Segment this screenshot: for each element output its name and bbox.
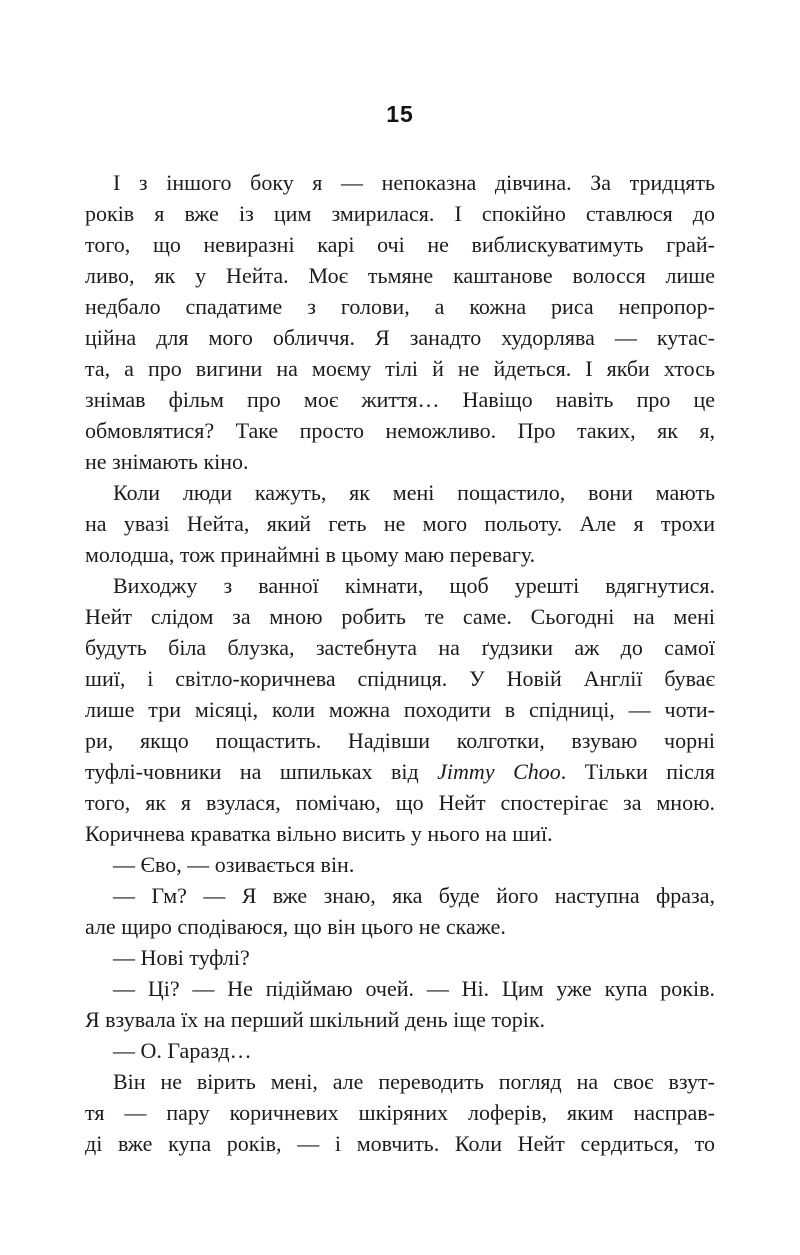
text-segment: туфлі-човники на шпильках від — [85, 759, 438, 784]
text-line — [85, 973, 715, 1004]
text-segment: — О. Гаразд… — [113, 1038, 252, 1063]
text-segment: Нейт слідом за мною робить те саме. Сьогодні на мені — [85, 604, 715, 629]
text-line — [85, 291, 715, 322]
text-segment: того, що невиразні карі очі не виблискуватимуть грай- — [85, 232, 715, 257]
text-segment: — Ці? — Не підіймаю очей. — Ні. Цим уже купа років. — [113, 976, 715, 1001]
text-line — [85, 787, 715, 818]
text-segment: молодша, тож принаймні в цьому маю перевагу. — [85, 542, 536, 567]
text-line — [85, 818, 715, 849]
text-line — [85, 911, 715, 942]
text-segment: не знімають кіно. — [85, 449, 249, 474]
brand-name-italic: Jimmy Choo — [437, 759, 561, 784]
text-line — [85, 508, 715, 539]
text-segment: знімав фільм про моє життя… Навіщо навіть про це — [85, 387, 715, 412]
text-segment: — Єво, — озивається він. — [113, 852, 355, 877]
text-line — [85, 694, 715, 725]
page-number: 15 — [386, 101, 414, 127]
text-segment: Я взувала їх на перший шкільний день іще торік. — [85, 1007, 546, 1032]
text-segment: але щиро сподіваюся, що він цього не скаже. — [85, 914, 506, 939]
text-line — [85, 446, 715, 477]
text-line — [85, 322, 715, 353]
text-line — [85, 477, 715, 508]
text-line — [85, 1128, 715, 1159]
text-line — [85, 942, 715, 973]
text-line — [85, 570, 715, 601]
text-segment: та, а про вигини на моєму тілі й не йдеться. І якби хтось — [85, 356, 715, 381]
text-segment: ри, якщо пощастить. Надівши колготки, взуваю чорні — [85, 728, 715, 753]
text-segment: на увазі Нейта, який геть не мого польоту. Але я трохи — [85, 511, 715, 536]
text-segment: того, як я взулася, помічаю, що Нейт спостерігає за мною. — [85, 790, 715, 815]
text-segment: обмовлятися? Таке просто неможливо. Про таких, як я, — [85, 418, 715, 443]
text-line — [85, 756, 715, 787]
text-line — [85, 167, 715, 198]
text-line — [85, 260, 715, 291]
text-line — [85, 880, 715, 911]
text-line — [85, 229, 715, 260]
text-line — [85, 539, 715, 570]
text-segment: Коричнева краватка вільно висить у нього на шиї. — [85, 821, 553, 846]
text-segment: лише три місяці, коли можна походити в спідниці, — чоти- — [85, 697, 715, 722]
text-segment: ційна для мого обличчя. Я занадто худорлява — кутас- — [85, 325, 715, 350]
text-line — [85, 849, 715, 880]
text-line — [85, 1004, 715, 1035]
text-segment: Коли люди кажуть, як мені пощастило, вони мають — [113, 480, 715, 505]
text-segment: . Тільки після — [560, 759, 715, 784]
text-line — [85, 632, 715, 663]
text-line — [85, 415, 715, 446]
text-segment: шиї, і світло-коричнева спідниця. У Новій Англії буває — [85, 666, 715, 691]
text-segment: ливо, як у Нейта. Моє тьмяне каштанове волосся лише — [85, 263, 715, 288]
text-line — [85, 1066, 715, 1097]
text-segment: — Гм? — Я вже знаю, яка буде його наступна фраза, — [113, 883, 715, 908]
text-line — [85, 601, 715, 632]
text-block — [85, 167, 715, 1159]
text-segment: будуть біла блузка, застебнута на ґудзики аж до самої — [85, 635, 715, 660]
text-line — [85, 663, 715, 694]
text-line — [85, 384, 715, 415]
text-segment: — Нові туфлі? — [113, 945, 250, 970]
text-segment: ді вже купа років, — і мовчить. Коли Нейт сердиться, то — [85, 1131, 715, 1156]
text-segment: Виходжу з ванної кімнати, щоб урешті вдягнутися. — [113, 573, 715, 598]
text-line — [85, 1035, 715, 1066]
text-line — [85, 725, 715, 756]
text-line — [85, 198, 715, 229]
text-segment: тя — пару коричневих шкіряних лоферів, яким насправ- — [85, 1100, 715, 1125]
text-line — [85, 353, 715, 384]
text-line — [85, 1097, 715, 1128]
text-segment: років я вже із цим змирилася. І спокійно ставлюся до — [85, 201, 715, 226]
text-segment: І з іншого боку я — непоказна дівчина. За тридцять — [113, 170, 715, 195]
text-segment: недбало спадатиме з голови, а кожна риса непропор- — [85, 294, 715, 319]
text-segment: Він не вірить мені, але переводить погляд на своє взут- — [113, 1069, 715, 1094]
